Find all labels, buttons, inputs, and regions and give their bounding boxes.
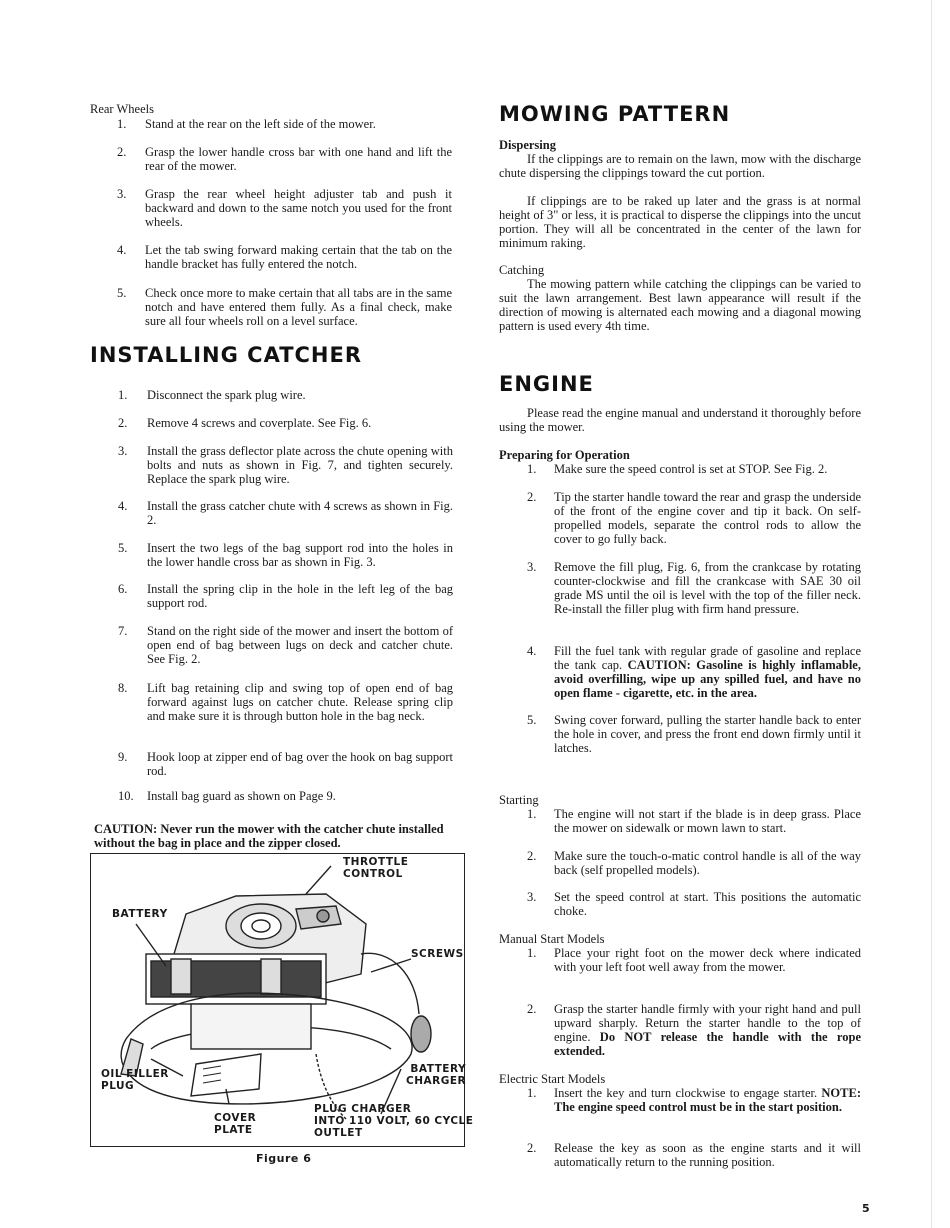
step-text-main: Stand at the rear on the left side of the mower. [145, 117, 376, 131]
step-text-main: Install the grass deflector plate across the chute opening with bolts and nuts as shown in Fig. 7, and tighten securely. Replace the spark plug wire. [147, 444, 453, 486]
step-text-main: Set the speed control at start. This positions the automatic choke. [554, 890, 861, 918]
step-text-main: Remove 4 screws and coverplate. See Fig. 6. [147, 416, 372, 430]
step-text-main: Install the grass catcher chute with 4 screws as shown in Fig. 2. [147, 499, 453, 527]
step-number: 5. [117, 286, 127, 300]
step-text [147, 499, 453, 527]
step-text-main: Release the key as soon as the engine starts and it will automatically return to the running position. [554, 1141, 861, 1169]
step-number: 1. [527, 462, 537, 476]
step-text-bold: CAUTION: Gasoline is highly inflamable, avoid overfilling, wipe up any spilled fuel, and have no open flame - cigarette, etc. in the area. [554, 658, 861, 700]
label-throttle-control: THROTTLE CONTROL [343, 856, 409, 880]
step-text-main: Stand on the right side of the mower and insert the bottom of open end of bag between lugs on deck and catcher chute. See Fig. 2. [147, 624, 453, 666]
label-screws: SCREWS [411, 948, 464, 960]
dispersing-heading: Dispersing [499, 138, 556, 152]
step-text [147, 444, 453, 486]
step-number: 1. [117, 117, 127, 131]
step-text [147, 789, 453, 803]
step-number: 5. [118, 541, 128, 555]
step-text-main: Hook loop at zipper end of bag over the hook on bag support rod. [147, 750, 453, 778]
step-text [147, 624, 453, 666]
step-text [554, 1002, 861, 1058]
step-number: 3. [118, 444, 128, 458]
step-text [554, 849, 861, 877]
step-number: 6. [118, 582, 128, 596]
step-text [554, 713, 861, 755]
step-number: 7. [118, 624, 128, 638]
step-number: 1. [118, 388, 128, 402]
catching-heading: Catching [499, 263, 545, 277]
label-cover-plate: COVER PLATE [214, 1112, 257, 1136]
step-text [554, 490, 861, 546]
step-text [554, 890, 861, 918]
starting-heading: Starting [499, 793, 539, 807]
step-text [145, 145, 452, 173]
manual-start-heading: Manual Start Models [499, 932, 605, 946]
step-number: 4. [118, 499, 128, 513]
step-text-bold: Do NOT release the handle with the rope extended. [554, 1030, 861, 1058]
step-text-main: Fill the fuel tank with regular grade of gasoline and replace the tank cap. [554, 644, 861, 672]
step-text [554, 462, 861, 476]
step-text-main: Install the spring clip in the hole in the left leg of the bag support rod. [147, 582, 453, 610]
step-text [147, 582, 453, 610]
step-text-main: Tip the starter handle toward the rear and grasp the underside of the front of the engine cover and tip it back. On self-propelled models, separate the control rods to allow the cover to go fully back. [554, 490, 861, 546]
step-text [147, 681, 453, 723]
catching-paragraph: The mowing pattern while catching the clippings can be varied to suit the lawn arrangement. Best lawn appearance will result if the direction of mowing is alternated each mowing and a diagonal mowing pattern is used every 4th time. [499, 277, 861, 333]
step-number: 4. [117, 243, 127, 257]
step-text-main: Make sure the touch-o-matic control handle is all of the way back (self propelled models). [554, 849, 861, 877]
figure-6-caption: Figure 6 [256, 1152, 312, 1165]
step-text-main: Make sure the speed control is set at STOP. See Fig. 2. [554, 462, 828, 476]
step-text [554, 644, 861, 700]
step-number: 2. [527, 849, 537, 863]
step-number: 3. [527, 890, 537, 904]
step-text [554, 946, 861, 974]
step-number: 2. [118, 416, 128, 430]
step-text-main: Remove the fill plug, Fig. 6, from the crankcase by rotating counter-clockwise and fill the crankcase with SAE 30 oil grade MS until the oil is level with the top of the filler neck. Re-install the filler plug with firm hand pressure. [554, 560, 861, 616]
step-text [147, 541, 453, 569]
step-text-main: Let the tab swing forward making certain that the tab on the handle bracket has fully entered the notch. [145, 243, 452, 271]
step-text [145, 187, 452, 229]
label-plug-charger: PLUG CHARGER INTO 110 VOLT, 60 CYCLE OUTLET [314, 1103, 474, 1139]
step-text-main: Disconnect the spark plug wire. [147, 388, 306, 402]
label-battery: BATTERY [112, 908, 168, 920]
electric-start-heading: Electric Start Models [499, 1072, 606, 1086]
step-number: 3. [527, 560, 537, 574]
step-text-main: The engine will not start if the blade is in deep grass. Place the mower on sidewalk or mown lawn to start. [554, 807, 861, 835]
step-text [554, 1086, 861, 1114]
step-text [145, 286, 452, 328]
step-number: 2. [527, 490, 537, 504]
engine-title: ENGINE [499, 372, 594, 396]
step-text-bold: NOTE: The engine speed control must be in the start position. [554, 1086, 861, 1114]
step-text [554, 1141, 861, 1169]
step-number: 1. [527, 946, 537, 960]
step-number: 3. [117, 187, 127, 201]
step-number: 5. [527, 713, 537, 727]
step-number: 2. [117, 145, 127, 159]
step-number: 2. [527, 1002, 537, 1016]
step-text [145, 243, 452, 271]
preparing-heading: Preparing for Operation [499, 448, 630, 462]
engine-intro: Please read the engine manual and understand it thoroughly before using the mower. [499, 406, 861, 434]
step-text [554, 807, 861, 835]
step-text-main: Insert the key and turn clockwise to engage starter. [554, 1086, 818, 1100]
step-number: 4. [527, 644, 537, 658]
step-text [554, 560, 861, 616]
step-text [147, 416, 453, 430]
mowing-pattern-title: MOWING PATTERN [499, 102, 731, 126]
rear-wheels-heading: Rear Wheels [90, 102, 154, 116]
page-number: 5 [862, 1202, 870, 1215]
step-text-main: Install bag guard as shown on Page 9. [147, 789, 336, 803]
step-text-main: Grasp the rear wheel height adjuster tab and push it backward and down to the same notch you used for the front wheels. [145, 187, 452, 229]
step-text [147, 388, 453, 402]
step-text-main: Swing cover forward, pulling the starter handle back to enter the hole in cover, and press the front end down firmly until it latches. [554, 713, 861, 755]
step-number: 1. [527, 807, 537, 821]
step-text-main: Check once more to make certain that all tabs are in the same notch and have entered them fully. As a final check, make sure all four wheels roll on a level surface. [145, 286, 452, 328]
step-text-main: Insert the two legs of the bag support rod into the holes in the lower handle cross bar as shown in Fig. 3. [147, 541, 453, 569]
label-battery-charger: BATTERY CHARGER [406, 1063, 467, 1087]
step-text-main: Lift bag retaining clip and swing top of open end of bag forward against lugs on catcher chute. Release spring clip and make sure it is through button hole in the bag neck. [147, 681, 453, 723]
dispersing-paragraph-1: If the clippings are to remain on the lawn, mow with the discharge chute dispersing the clippings toward the cut portion. [499, 152, 861, 180]
step-text [145, 117, 452, 131]
step-number: 8. [118, 681, 128, 695]
step-number: 9. [118, 750, 128, 764]
dispersing-paragraph-2: If clippings are to be raked up later and the grass is at normal height of 3" or less, it is practical to disperse the clippings into the uncut portion. They will all be concentrated in the center of the lawn for minimum raking. [499, 194, 861, 250]
step-text-main: Grasp the lower handle cross bar with one hand and lift the rear of the mower. [145, 145, 452, 173]
step-text [147, 750, 453, 778]
step-text-main: Grasp the starter handle firmly with your right hand and pull upward sharply. Return the starter handle to the top of engine. [554, 1002, 861, 1044]
installing-catcher-title: INSTALLING CATCHER [90, 343, 363, 367]
step-text-main: Place your right foot on the mower deck where indicated with your left foot well away from the mower. [554, 946, 861, 974]
catcher-caution: CAUTION: Never run the mower with the catcher chute installed without the bag in place and the zipper closed. [94, 822, 444, 850]
step-number: 10. [118, 789, 134, 803]
page-edge-line [931, 0, 932, 1228]
label-oil-filler-plug: OIL FILLER PLUG [101, 1068, 169, 1092]
step-number: 1. [527, 1086, 537, 1100]
step-number: 2. [527, 1141, 537, 1155]
